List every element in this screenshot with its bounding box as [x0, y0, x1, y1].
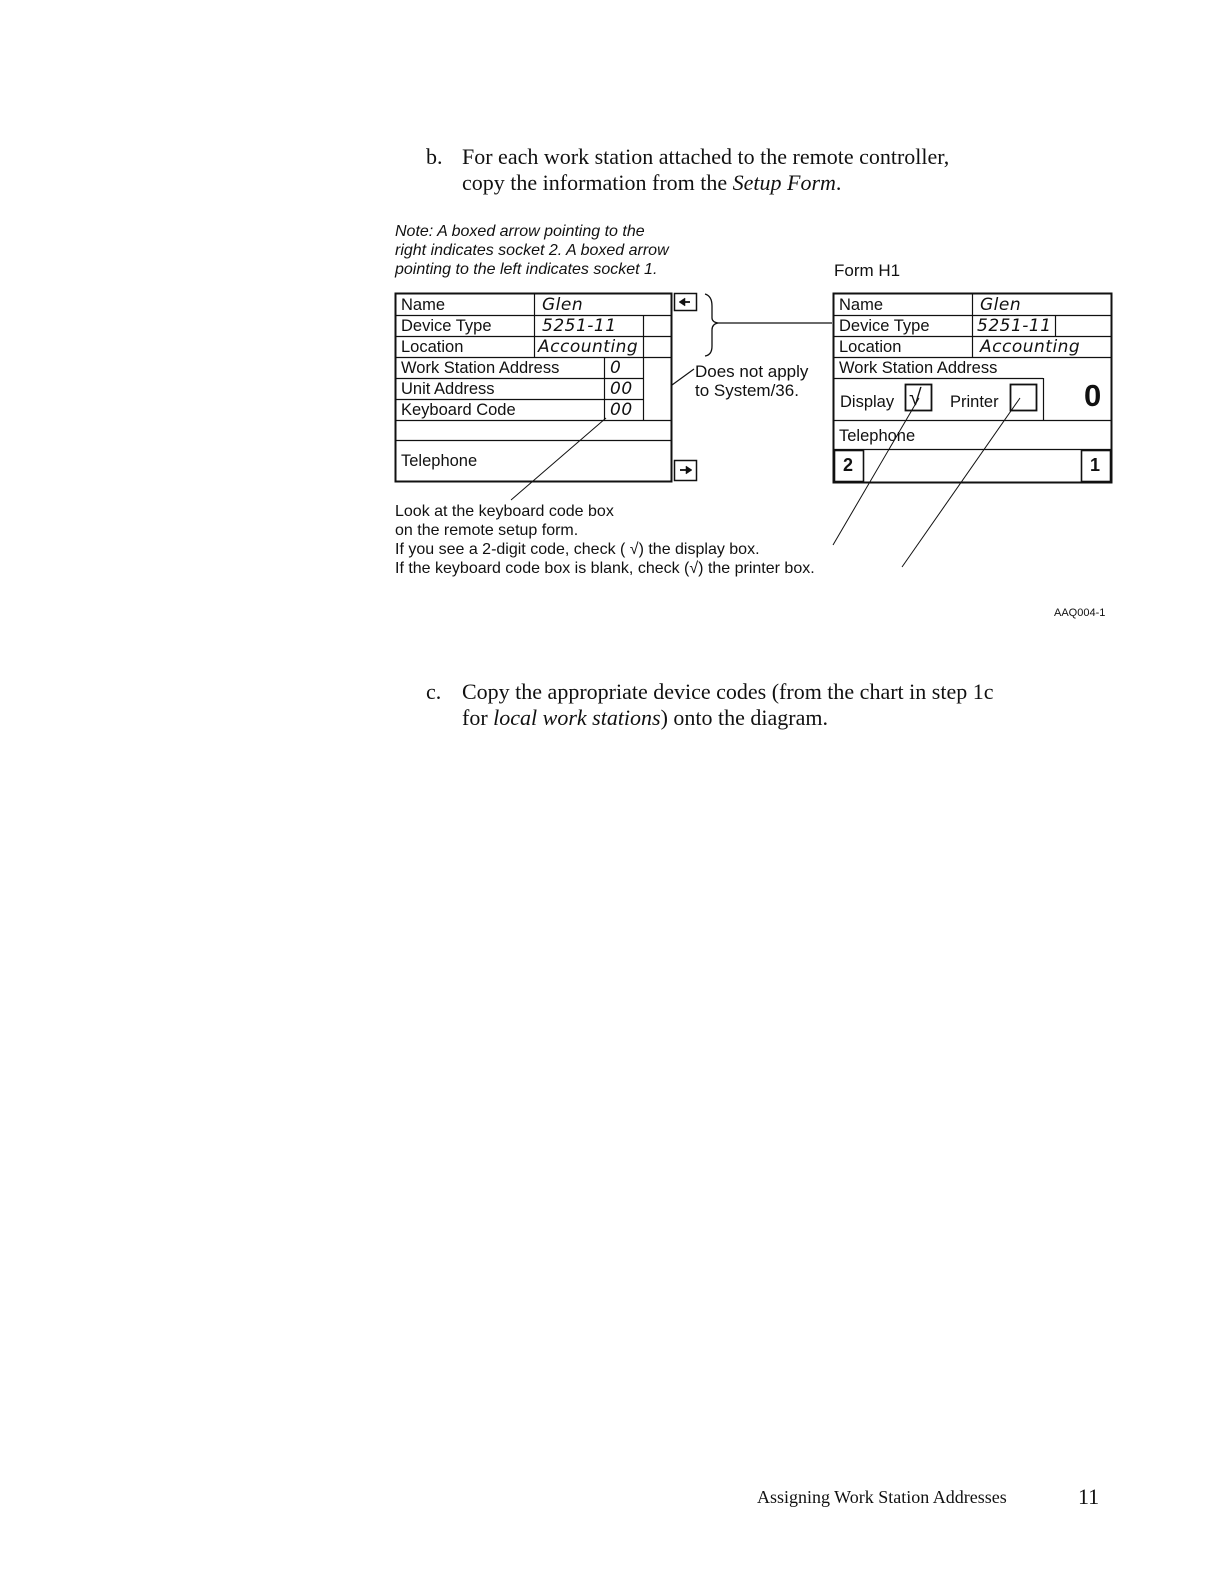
local-work-stations-term: local work stations [493, 705, 661, 730]
h1-location-value: Accounting [980, 337, 1081, 357]
step-c-line2-suffix: ) onto the diagram. [660, 705, 829, 730]
display-checkmark: √ [909, 384, 922, 410]
note-line-3: pointing to the left indicates socket 1. [395, 261, 658, 278]
brace [705, 294, 718, 356]
h1-address-value: 0 [1084, 378, 1102, 413]
h1-device-type-label: Device Type [839, 317, 930, 335]
setup-location-value: Accounting [538, 337, 639, 357]
h1-printer-label: Printer [950, 393, 999, 411]
instruction-line-4: If the keyboard code box is blank, check (√) the printer box. [395, 560, 815, 577]
h1-socket-1-label: 1 [1090, 455, 1101, 475]
does-not-apply-callout [695, 362, 808, 400]
instruction-line-2: on the remote setup form. [395, 522, 579, 539]
setup-keyboard-code-label: Keyboard Code [401, 401, 516, 419]
h1-wsa-label: Work Station Address [839, 359, 998, 377]
h1-display-label: Display [840, 393, 895, 411]
h1-location-label: Location [839, 338, 902, 356]
footer-title: Assigning Work Station Addresses [757, 1487, 1007, 1507]
callout-line-1: Does not apply [695, 362, 809, 381]
h1-device-type-value: 5251-11 [977, 316, 1052, 336]
h1-name-value: Glen [980, 295, 1022, 315]
h1-telephone-label: Telephone [839, 427, 916, 445]
step-c-line2-prefix: for [462, 705, 494, 730]
setup-device-type-value: 5251-11 [542, 316, 617, 336]
step-b-line2-suffix: . [835, 170, 842, 195]
setup-telephone-label: Telephone [401, 452, 478, 470]
setup-name-label: Name [401, 296, 446, 314]
setup-name-value: Glen [542, 295, 584, 315]
step-c-text [462, 679, 993, 731]
h1-name-label: Name [839, 296, 884, 314]
h1-socket-2-label: 2 [843, 455, 854, 475]
instruction-line-3: If you see a 2-digit code, check ( √) the display box. [395, 541, 760, 558]
setup-keyboard-code-value: 00 [610, 400, 633, 420]
setup-form-term: Setup Form [732, 170, 836, 195]
step-c-letter: c. [426, 679, 442, 704]
note-line-2: right indicates socket 2. A boxed arrow [395, 242, 669, 259]
step-c-line2 [462, 705, 993, 731]
figure-id: AAQ004-1 [1054, 607, 1106, 619]
callout-line-2: to System/36. [695, 381, 799, 400]
setup-device-type-label: Device Type [401, 317, 492, 335]
setup-location-label: Location [401, 338, 464, 356]
figure-instructions [395, 502, 815, 578]
left-arrow-head [679, 298, 685, 306]
page-number: 11 [1078, 1484, 1100, 1509]
note-line-1: Note: A boxed arrow pointing to the [395, 223, 645, 240]
step-b-line1: For each work station attached to the remote controller, [462, 144, 950, 169]
step-b-letter: b. [426, 144, 443, 169]
instruction-line-1: Look at the keyboard code box [395, 503, 614, 520]
step-b-line2-prefix: copy the information from the [462, 170, 733, 195]
step-c-line1: Copy the appropriate device codes (from the chart in step 1c [462, 679, 994, 704]
form-h1-title: Form H1 [834, 261, 901, 280]
setup-unit-address-label: Unit Address [401, 380, 495, 398]
setup-wsa-label: Work Station Address [401, 359, 560, 377]
setup-wsa-value: 0 [610, 358, 622, 378]
setup-unit-address-value: 00 [610, 379, 633, 399]
right-arrow-head [686, 466, 692, 474]
